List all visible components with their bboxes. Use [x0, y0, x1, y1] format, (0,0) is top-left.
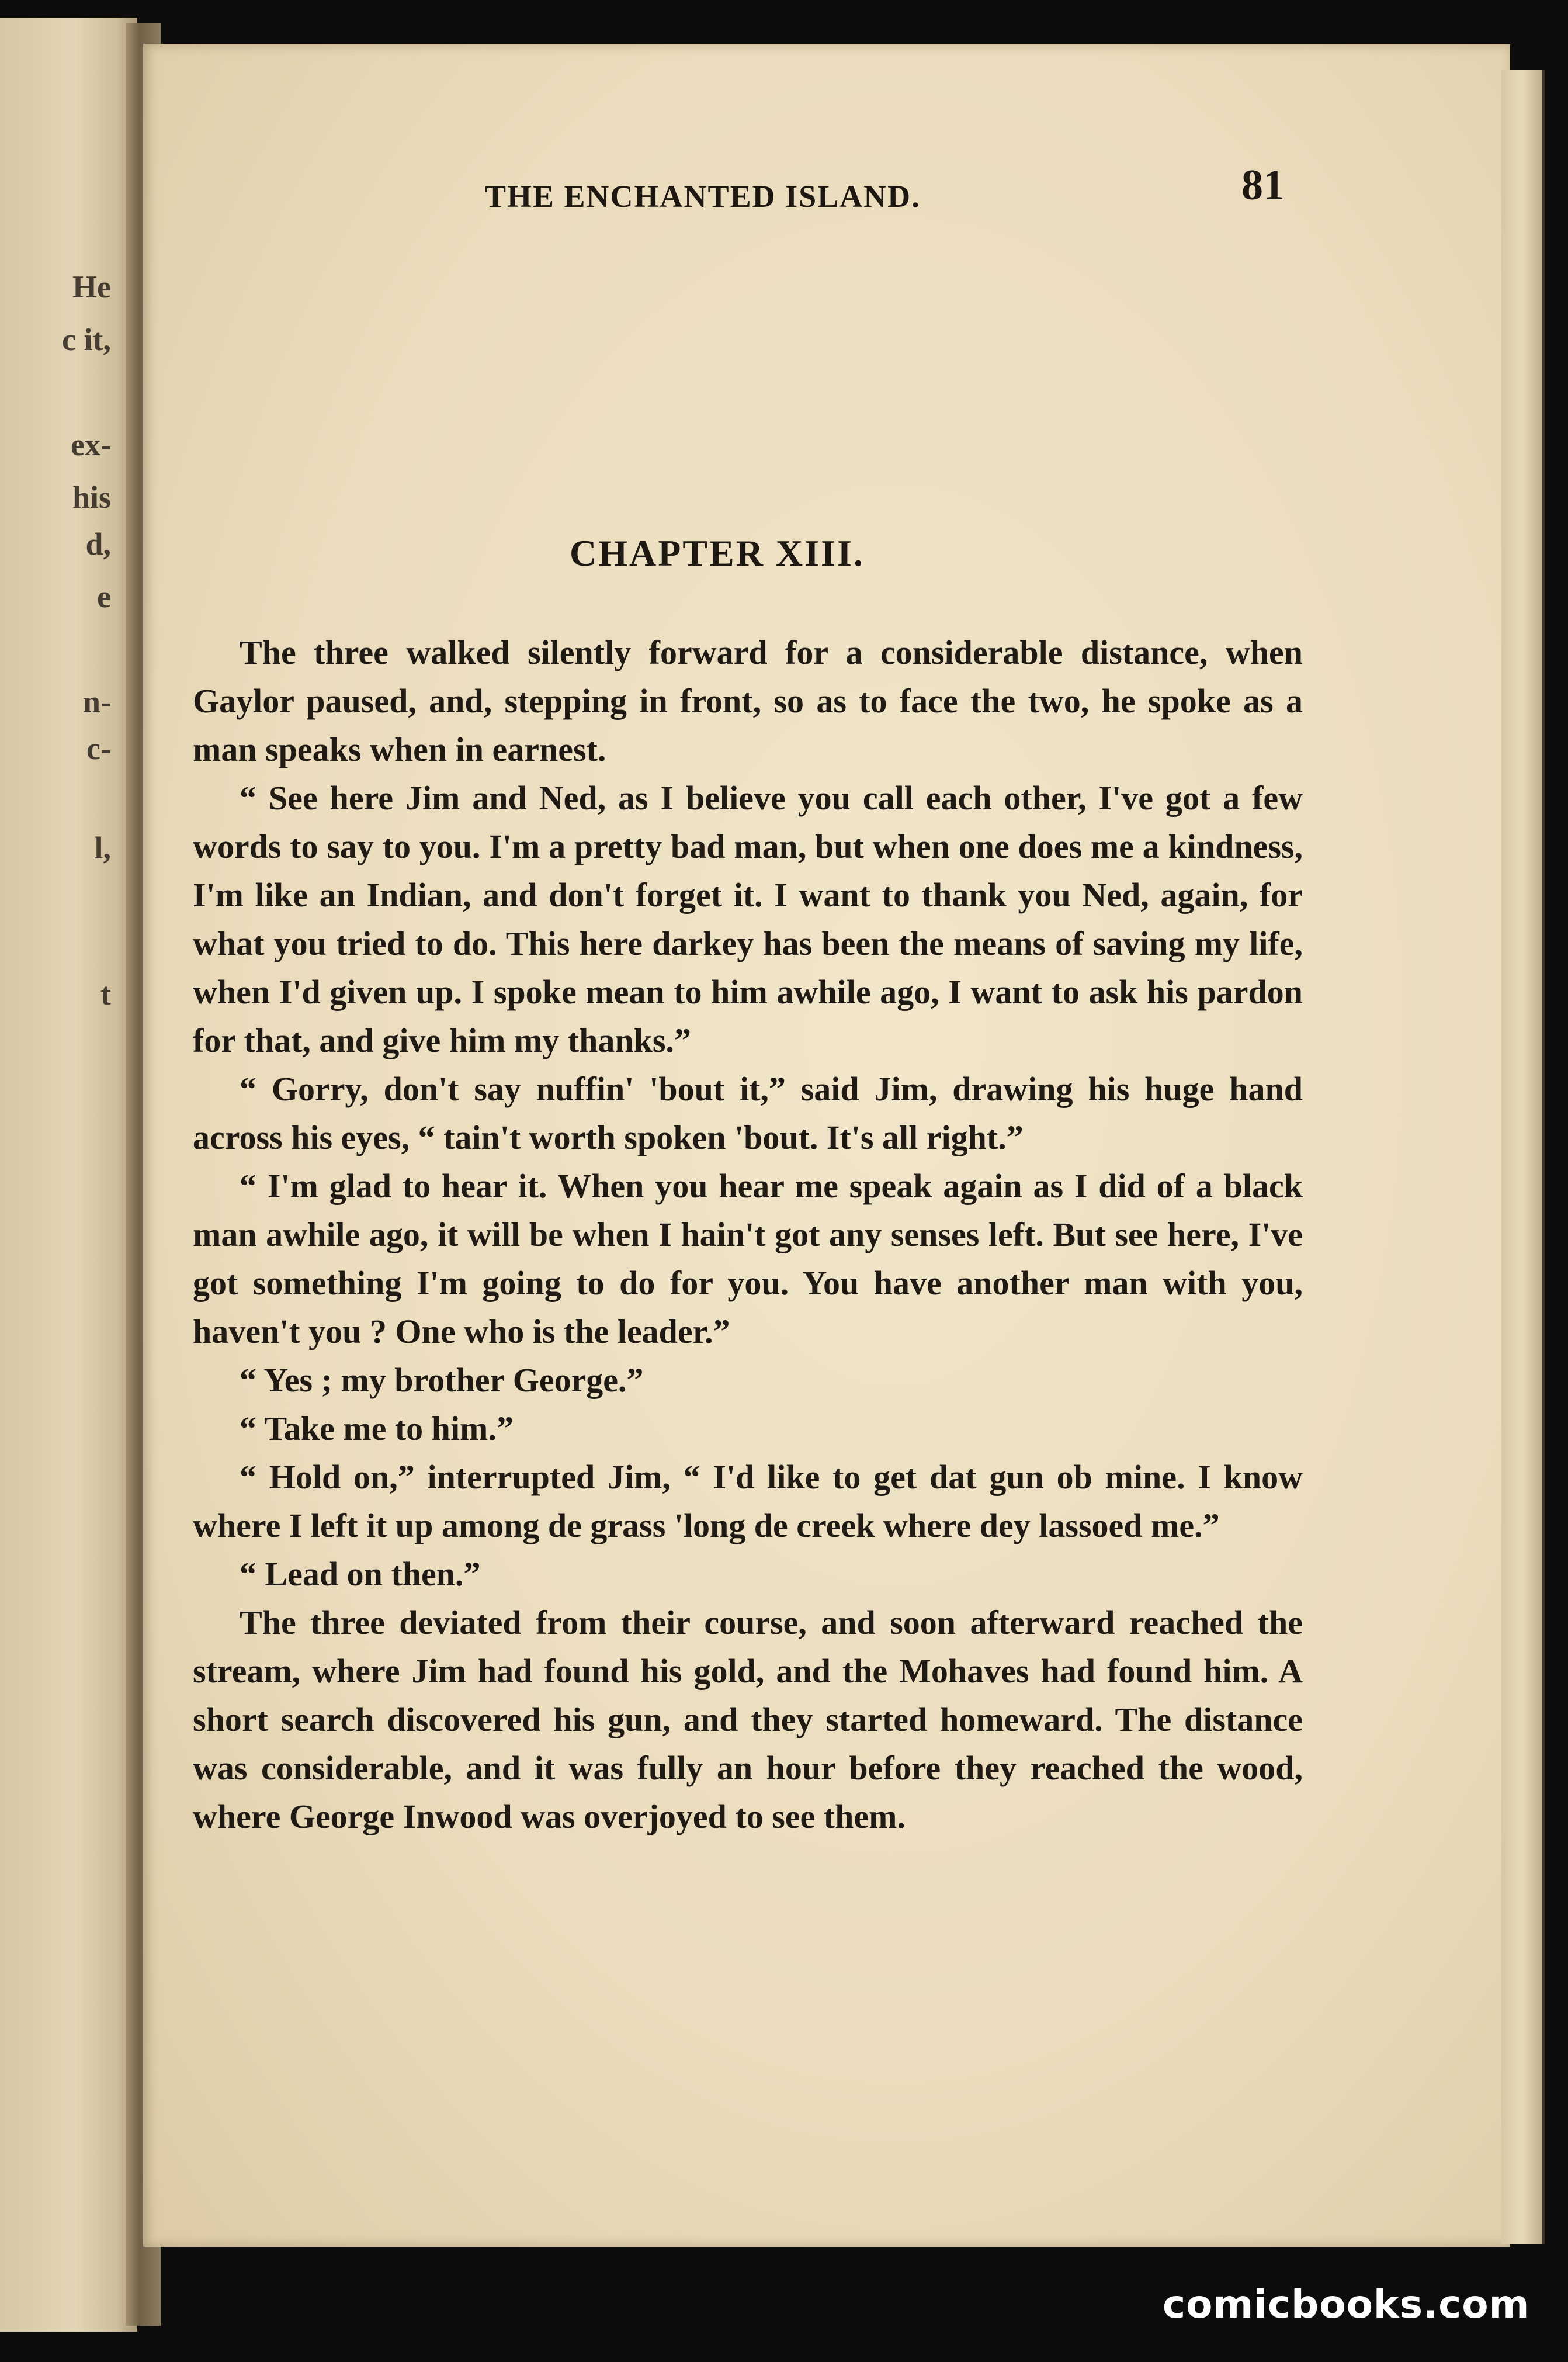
left-facing-page [0, 18, 137, 2332]
paragraph: “ Hold on,” interrupted Jim, “ I'd like to get dat gun ob mine. I know where I left it up among de grass 'long de creek where dey lassoed me.” [193, 1458, 1303, 1544]
paragraph: “ Take me to him.” [240, 1409, 514, 1447]
paragraph: The three deviated from their course, and soon afterward reached the stream, where Jim had found his gold, and the Mohaves had found him. A short search discovered his gun, and they started homeward. The distance was considerable, and it was fully an hour before they reached the wood, where George Inwood was overjoyed to see them. [193, 1603, 1303, 1835]
left-page-text-fragment: He [72, 269, 111, 304]
left-page-text-fragment: ex- [71, 427, 111, 462]
running-head: THE ENCHANTED ISLAND. [485, 179, 921, 214]
chapter-body-text [193, 628, 1303, 1841]
page-edge [1501, 70, 1545, 2244]
left-page-text-fragment: n- [82, 684, 111, 719]
left-page-text-fragment: t [100, 976, 111, 1012]
paragraph: “ Lead on then.” [240, 1555, 481, 1593]
paragraph: “ See here Jim and Ned, as I believe you call each other, I've got a few words to say to you. I'm a pretty bad man, but when one does me a kindness, I'm like an Indian, and don't forget it. I want to thank you Ned, again, for what you tried to do. This here darkey has been the means of saving my life, when I'd given up. I spoke mean to him awhile ago, I want to ask his pardon for that, and give him my thanks.” [193, 779, 1303, 1059]
paragraph: “ Gorry, don't say nuffin' 'bout it,” said Jim, drawing his huge hand across his eyes, “ tain't worth spoken 'bout. It's all right.” [193, 1070, 1303, 1156]
paragraph: “ Yes ; my brother George.” [240, 1361, 644, 1399]
paragraph: The three walked silently forward for a considerable distance, when Gaylor paused, and, stepping in front, so as to face the two, he spoke as a man speaks when in earnest. [193, 633, 1303, 768]
left-page-text-fragment: l, [94, 830, 111, 865]
page-number: 81 [1241, 161, 1285, 209]
left-page-text-fragment: his [72, 480, 111, 515]
paragraph: “ I'm glad to hear it. When you hear me speak again as I did of a black man awhile ago, it will be when I hain't got any senses left. But see here, I've got something I'm going to do for you. You have another man with you, haven't you ? One who is the leader.” [193, 1167, 1303, 1350]
left-page-text-fragment: e [97, 579, 111, 614]
left-page-text-fragment: c it, [62, 322, 111, 357]
left-page-text-fragment: c- [86, 731, 111, 766]
site-watermark: comicbooks.com [1163, 2282, 1530, 2327]
chapter-heading: CHAPTER XIII. [570, 532, 865, 574]
left-page-text-fragment: d, [85, 527, 111, 562]
